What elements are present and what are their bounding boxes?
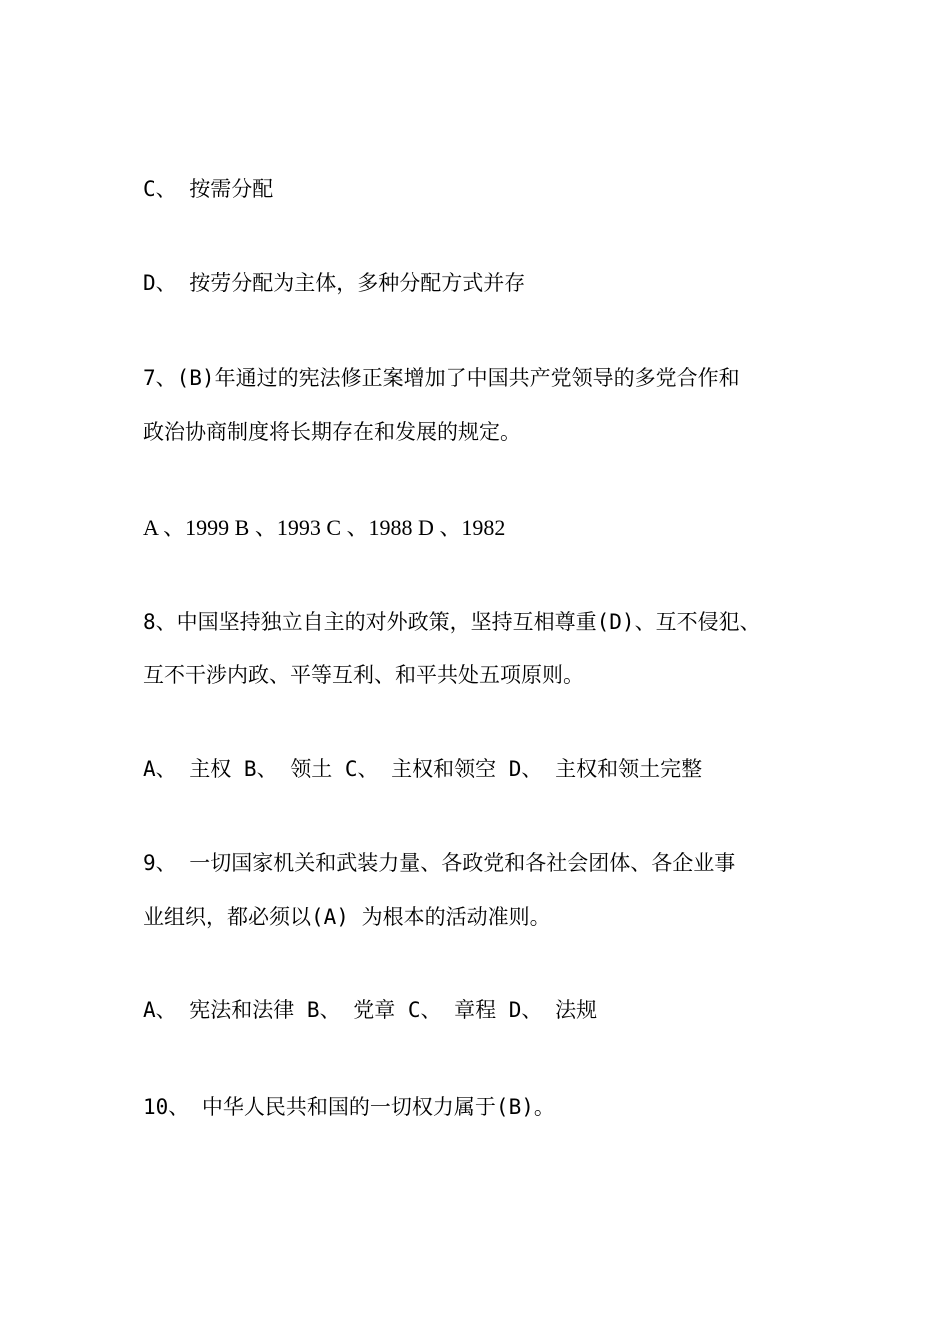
question-10-line-1: 10、 中华人民共和国的一切权力属于(B)。 [143,1095,555,1119]
option-d-q6: D、 按劳分配为主体，多种分配方式并存 [143,271,526,295]
question-7-line-1: 7、(B)年通过的宪法修正案增加了中国共产党领导的多党合作和 [143,366,740,390]
question-8-line-2: 互不干涉内政、平等互利、和平共处五项原则。 [143,663,584,687]
question-9-options: A、 宪法和法律 B、 党章 C、 章程 D、 法规 [143,998,598,1022]
question-9-line-2: 业组织，都必须以(A) 为根本的活动准则。 [143,905,551,929]
question-8-line-1: 8、中国坚持独立自主的对外政策，坚持互相尊重(D)、互不侵犯、 [143,610,761,634]
option-c-q6: C、 按需分配 [143,177,274,201]
question-7-line-2: 政治协商制度将长期存在和发展的规定。 [143,420,521,444]
question-9-line-1: 9、 一切国家机关和武装力量、各政党和各社会团体、各企业事 [143,851,736,875]
question-7-options: A 、1999 B 、1993 C 、1988 D 、1982 [143,515,506,540]
question-8-options: A、 主权 B、 领土 C、 主权和领空 D、 主权和领土完整 [143,757,703,781]
